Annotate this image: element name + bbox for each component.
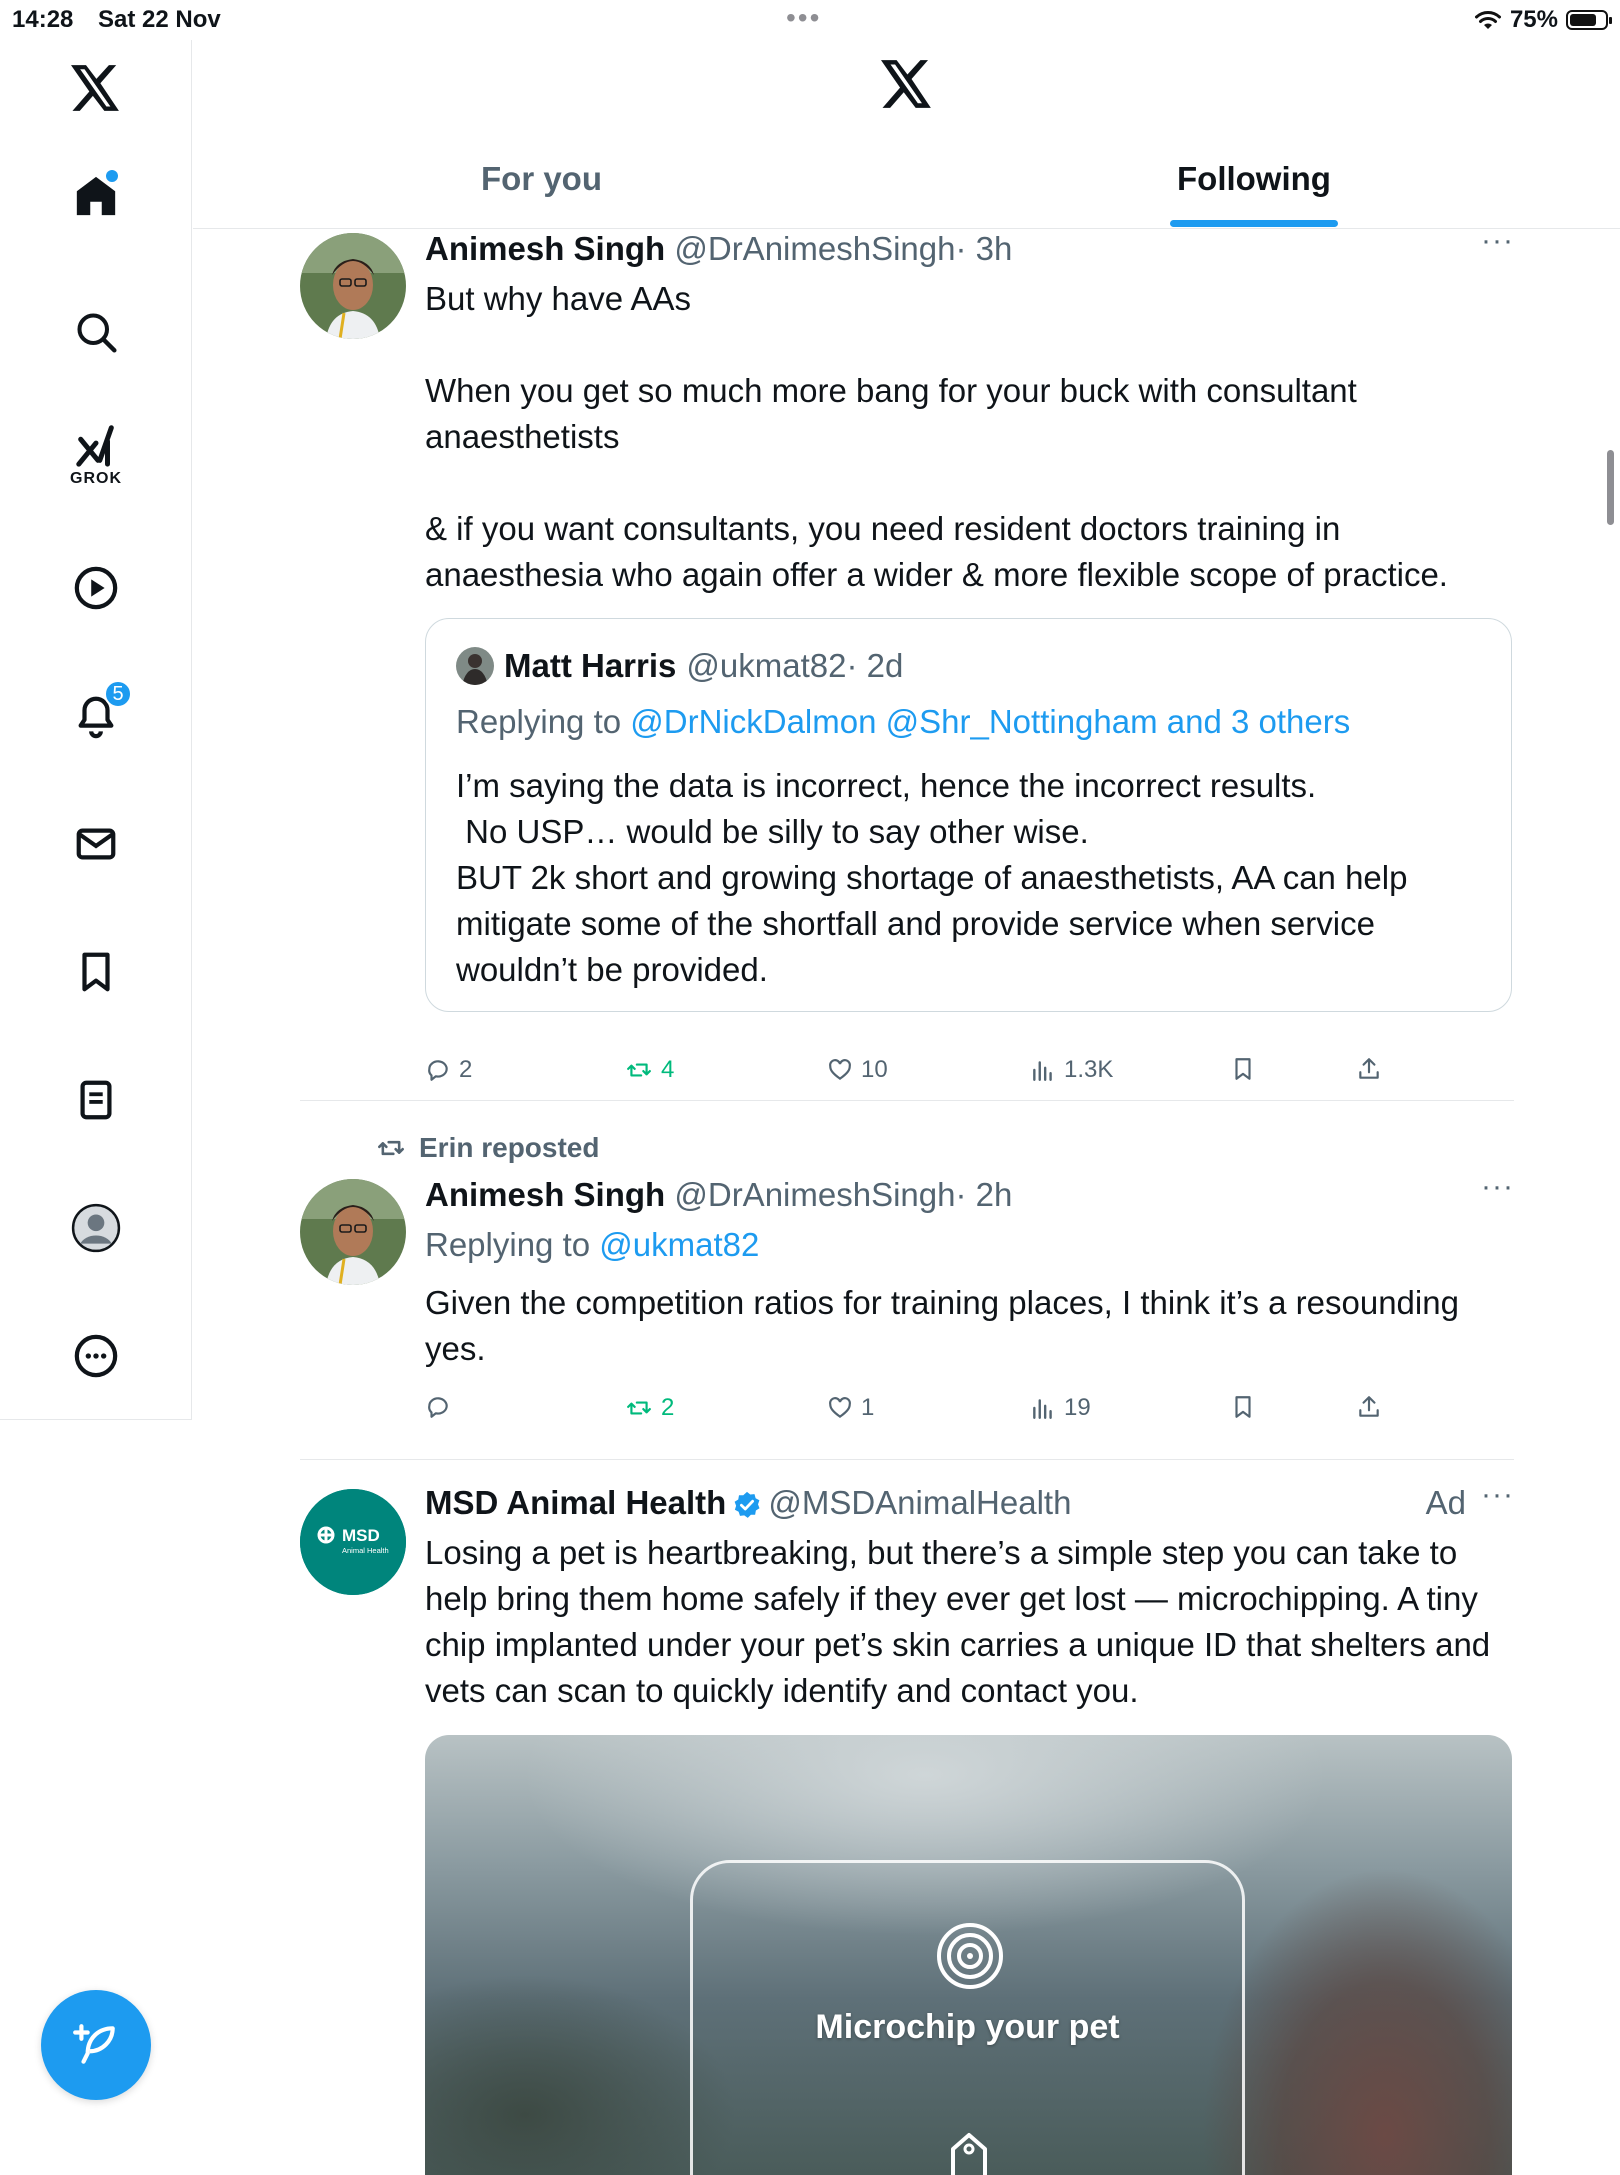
pet-tag-icon — [945, 2131, 993, 2175]
grok-icon — [73, 422, 119, 468]
author-name[interactable]: Animesh Singh — [425, 1176, 666, 1213]
sidebar-item-bookmarks[interactable] — [66, 942, 126, 1002]
replying-link[interactable]: @ukmat82 — [599, 1226, 760, 1263]
more-options-icon[interactable]: ··· — [1481, 1478, 1514, 1511]
repost-label[interactable]: Erin reposted — [419, 1132, 600, 1163]
quote-line: I’m saying the data is incorrect, hence the incorrect results. — [456, 767, 1317, 804]
microchip-signal-icon — [935, 1921, 1005, 1991]
battery-icon — [1566, 10, 1608, 30]
status-time: 14:28 — [12, 6, 74, 33]
sidebar-item-grok[interactable] — [66, 420, 126, 487]
grok-label: GROK — [70, 470, 122, 487]
status-date: Sat 22 Nov — [98, 6, 221, 33]
author-name[interactable]: MSD Animal Health — [425, 1484, 727, 1521]
more-options-icon[interactable]: ··· — [1481, 1170, 1514, 1203]
replying-prefix: Replying to — [425, 1226, 600, 1263]
reply-count: 2 — [459, 1056, 473, 1083]
quote-author-handle[interactable]: @ukmat82 — [686, 647, 847, 684]
replying-prefix: Replying to — [456, 703, 631, 740]
tweet-paragraph: But why have AAs — [425, 280, 691, 317]
tweet-text: Losing a pet is heartbreaking, but there’s a simple step you can take to help bring them home safely if they ever get lost — microchipping. A tiny chip implanted under your pet’s skin carries a unique ID that shelters and vets can scan to quickly identify and contact you. — [425, 1534, 1491, 1709]
msd-logo-subtext: Animal Health — [342, 1546, 389, 1555]
sidebar-nav — [0, 40, 192, 1420]
sidebar-item-more[interactable] — [66, 1326, 126, 1386]
media-title: Microchip your pet — [815, 2008, 1120, 2046]
lists-icon — [73, 1077, 119, 1123]
tweet-text: Given the competition ratios for training places, I think it’s a resounding yes. — [425, 1284, 1459, 1367]
author-handle[interactable]: @MSDAnimalHealth — [768, 1484, 1072, 1521]
verified-badge-icon — [732, 1490, 762, 1520]
more-circle-icon — [73, 1333, 119, 1379]
tweet-header — [425, 1484, 1071, 1522]
quote-line: BUT 2k short and growing shortage of anaesthetists, AA can help mitigate some of the shortfall and provide service when service wouldn’t be provided. — [456, 859, 1408, 988]
views-count: 19 — [1064, 1394, 1091, 1421]
tweet-paragraph: & if you want consultants, you need resident doctors training in anaesthesia who again offer a wider & more flexible scope of practice. — [425, 510, 1448, 593]
phone-frame — [690, 1860, 1245, 2175]
sidebar-item-notifications[interactable] — [66, 682, 126, 746]
tweet-time[interactable]: · 3h — [955, 230, 1013, 267]
compose-post-button[interactable] — [41, 1990, 151, 2100]
ad-media-image[interactable] — [425, 1735, 1512, 2175]
repost-count: 4 — [661, 1056, 675, 1083]
tab-following[interactable]: Following — [1177, 160, 1331, 197]
more-options-icon[interactable]: ··· — [1481, 224, 1514, 257]
sidebar-item-lists[interactable] — [66, 1070, 126, 1130]
mail-icon — [73, 821, 119, 867]
sidebar-item-messages[interactable] — [66, 814, 126, 874]
author-handle[interactable]: @DrAnimeshSingh — [674, 230, 956, 267]
sidebar-item-profile[interactable] — [66, 1198, 126, 1258]
author-handle[interactable]: @DrAnimeshSingh — [674, 1176, 956, 1213]
author-name[interactable]: Animesh Singh — [425, 230, 666, 267]
quote-line: No USP… would be silly to say other wise. — [456, 813, 1089, 850]
quote-author-name[interactable]: Matt Harris — [504, 647, 677, 684]
bookmark-icon — [73, 949, 119, 995]
tweet-time[interactable]: · 2h — [955, 1176, 1013, 1213]
x-logo-icon[interactable] — [66, 58, 126, 118]
compose-feather-icon — [71, 2020, 121, 2070]
tweet-msd-ad[interactable] — [300, 0, 1514, 2160]
msd-logo-text: MSD — [342, 1526, 380, 1545]
quote-time: · 2d — [846, 647, 904, 684]
ad-label: Ad — [1425, 1484, 1466, 1521]
sidebar-item-home[interactable] — [66, 166, 126, 226]
replying-links[interactable]: @DrNickDalmon @Shr_Nottingham and 3 others — [630, 703, 1351, 740]
like-count: 1 — [861, 1394, 875, 1421]
multitasking-dots-icon[interactable]: ••• — [786, 2, 822, 33]
play-circle-icon — [73, 565, 119, 611]
tweet-paragraph: When you get so much more bang for your buck with consultant anaesthetists — [425, 372, 1357, 455]
home-unread-dot — [106, 170, 118, 182]
scrollbar-thumb[interactable] — [1607, 450, 1614, 525]
like-count: 10 — [861, 1056, 888, 1083]
battery-fill — [1570, 14, 1596, 26]
search-icon — [74, 310, 118, 354]
advertiser-avatar[interactable] — [300, 1489, 406, 1595]
notifications-badge: 5 — [104, 680, 132, 708]
sidebar-item-explore[interactable] — [66, 302, 126, 362]
battery-percent: 75% — [1509, 6, 1558, 33]
views-count: 1.3K — [1064, 1056, 1114, 1083]
profile-avatar-icon — [71, 1203, 121, 1253]
sidebar-item-videos[interactable] — [66, 558, 126, 618]
repost-count: 2 — [661, 1394, 675, 1421]
tab-for-you[interactable]: For you — [481, 160, 602, 197]
